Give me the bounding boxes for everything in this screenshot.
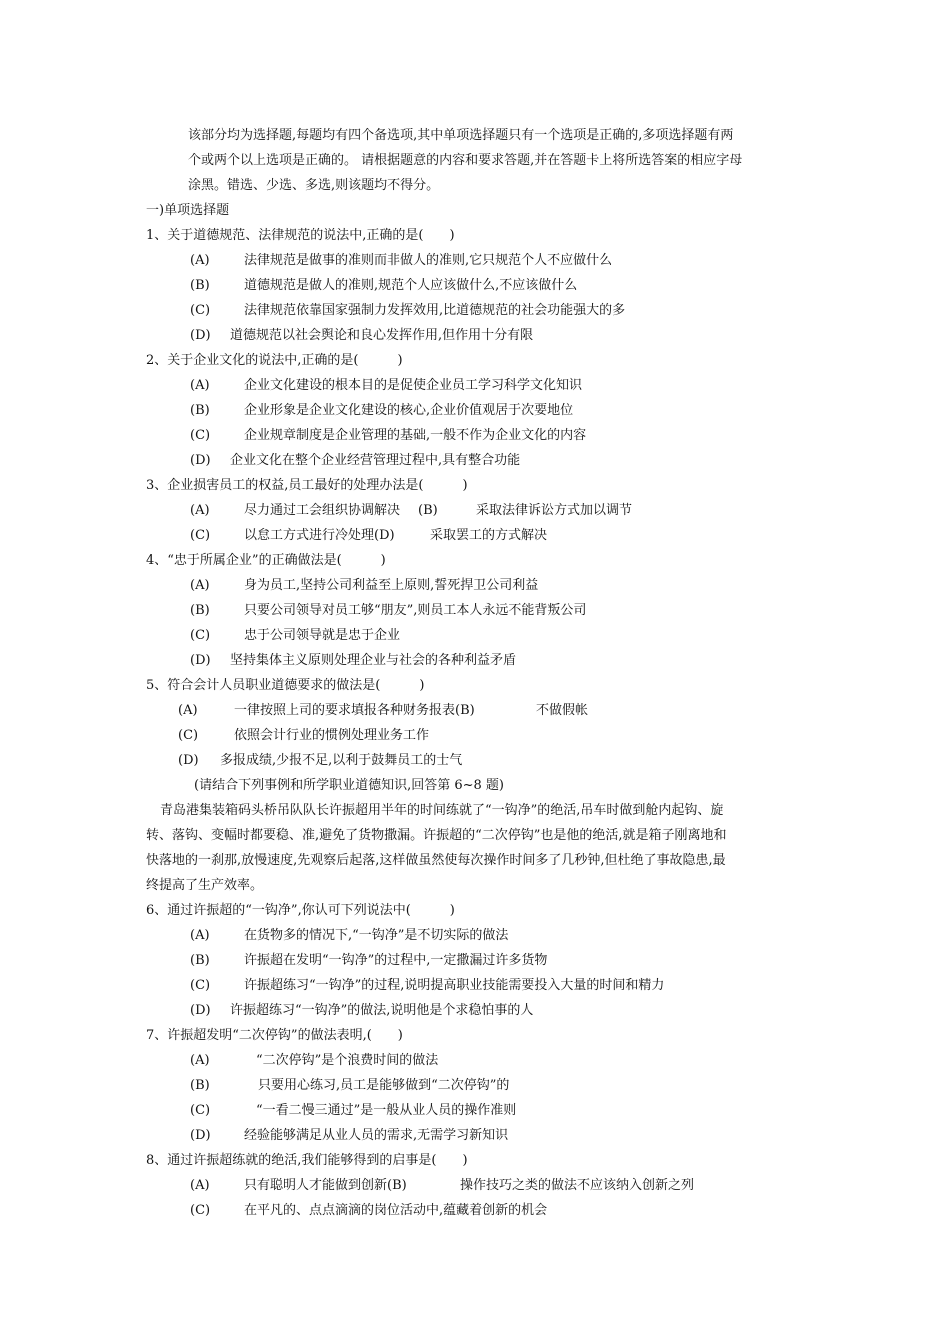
option-key: (B) (190, 278, 210, 293)
option-text: 只要公司领导对员工够“朋友”,则员工本人永远不能背叛公司 (244, 603, 587, 618)
option-key: (A) (190, 503, 210, 518)
option-key: (A) (190, 1178, 210, 1193)
option-key: (C) (190, 978, 211, 993)
option-key: (A) (190, 1053, 210, 1068)
option-key: (D) (190, 453, 211, 468)
option-key: (C) (190, 428, 211, 443)
option-text: 企业文化在整个企业经营管理过程中,具有整合功能 (230, 453, 521, 468)
question-stem: 4、“忠于所属企业”的正确做法是( ) (146, 553, 386, 568)
option-text: 多报成绩,少报不足,以利于鼓舞员工的士气 (220, 753, 463, 768)
option-key: (C) (190, 303, 211, 318)
option-text: 一律按照上司的要求填报各种财务报表(B) (234, 703, 475, 718)
option-text: 坚持集体主义原则处理企业与社会的各种利益矛盾 (230, 653, 517, 668)
option-key: (A) (178, 703, 198, 718)
option-key: (C) (190, 1103, 211, 1118)
option-key: (D) (178, 753, 199, 768)
question-stem: 5、符合会计人员职业道德要求的做法是( ) (146, 678, 425, 693)
option-text: 法律规范是做事的准则而非做人的准则,它只规范个人不应做什么 (244, 253, 613, 268)
option-text: 忠于公司领导就是忠于企业 (244, 628, 401, 643)
option-text: “一看二慢三通过”是一般从业人员的操作准则 (256, 1103, 517, 1118)
option-key: (C) (178, 728, 199, 743)
option-text: 只有聪明人才能做到创新(B) (244, 1178, 407, 1193)
question-stem: 7、许振超发明“二次停钩”的做法表明,( ) (146, 1028, 403, 1043)
option-text: 在平凡的、点点滴滴的岗位活动中,蕴藏着创新的机会 (244, 1203, 548, 1218)
option-key: (C) (190, 628, 211, 643)
option-text: “二次停钩”是个浪费时间的做法 (256, 1053, 439, 1068)
question-stem: 8、通过许振超练就的绝活,我们能够得到的启事是( ) (146, 1153, 468, 1168)
option-text: 经验能够满足从业人员的需求,无需学习新知识 (244, 1128, 509, 1143)
option-key: (A) (190, 928, 210, 943)
intro-line: 个或两个以上选项是正确的。 请根据题意的内容和要求答题,并在答题卡上将所选答案的相应字母 (188, 153, 743, 168)
case-text-line: 青岛港集装箱码头桥吊队队长许振超用半年的时间练就了“一钩净”的绝活,吊车时做到舱内起钩、旋 (160, 803, 724, 818)
intro-line: 该部分均为选择题,每题均有四个备选项,其中单项选择题只有一个选项是正确的,多项选择题有两 (188, 128, 734, 143)
option-text: 采取罢工的方式解决 (430, 528, 548, 543)
option-text: 许振超练习“一钩净”的过程,说明提高职业技能需要投入大量的时间和精力 (244, 978, 665, 993)
option-key: (B) (190, 953, 210, 968)
option-key: (C) (190, 528, 211, 543)
option-text: 依照会计行业的惯例处理业务工作 (234, 728, 430, 743)
option-key: (D) (190, 1128, 211, 1143)
option-text: 道德规范以社会舆论和良心发挥作用,但作用十分有限 (230, 328, 534, 343)
option-text: 在货物多的情况下,“一钩净”是不切实际的做法 (244, 928, 509, 943)
option-key: (D) (190, 653, 211, 668)
intro-line: 涂黑。错选、少选、多选,则该题均不得分。 (188, 178, 440, 193)
question-stem: 3、企业损害员工的权益,员工最好的处理办法是( ) (146, 478, 468, 493)
option-key: (C) (190, 1203, 211, 1218)
option-text: 法律规范依靠国家强制力发挥效用,比道德规范的社会功能强大的多 (244, 303, 626, 318)
option-text: 道德规范是做人的准则,规范个人应该做什么,不应该做什么 (244, 278, 578, 293)
option-key: (B) (418, 503, 438, 518)
option-text: 企业文化建设的根本目的是促使企业员工学习科学文化知识 (244, 378, 583, 393)
option-key: (D) (190, 328, 211, 343)
question-stem: 2、关于企业文化的说法中,正确的是( ) (146, 353, 403, 368)
case-text-line: 终提高了生产效率。 (146, 878, 264, 893)
question-stem: 1、关于道德规范、法律规范的说法中,正确的是( ) (146, 228, 455, 243)
option-text: 以怠工方式进行冷处理(D) (244, 528, 395, 543)
section-title: 一)单项选择题 (146, 203, 230, 218)
case-note: (请结合下列事例和所学职业道德知识,回答第 6~8 题) (194, 778, 504, 793)
option-text: 企业规章制度是企业管理的基础,一般不作为企业文化的内容 (244, 428, 587, 443)
option-text: 尽力通过工会组织协调解决 (244, 503, 401, 518)
option-key: (A) (190, 253, 210, 268)
option-key: (B) (190, 1078, 210, 1093)
question-stem: 6、通过许振超的“一钩净”,你认可下列说法中( ) (146, 903, 455, 918)
option-key: (D) (190, 1003, 211, 1018)
option-text: 只要用心练习,员工是能够做到“二次停钩”的 (258, 1078, 510, 1093)
option-key: (A) (190, 578, 210, 593)
option-text: 许振超在发明“一钩净”的过程中,一定撒漏过许多货物 (244, 953, 548, 968)
option-text: 许振超练习“一钩净”的做法,说明他是个求稳怕事的人 (230, 1003, 534, 1018)
option-text: 操作技巧之类的做法不应该纳入创新之列 (460, 1178, 695, 1193)
case-text-line: 转、落钩、变幅时都要稳、准,避免了货物撒漏。许振超的“二次停钩”也是他的绝活,就是箱子刚离地和 (146, 828, 727, 843)
option-text: 身为员工,坚持公司利益至上原则,誓死捍卫公司利益 (244, 578, 539, 593)
option-key: (B) (190, 603, 210, 618)
option-text: 采取法律诉讼方式加以调节 (476, 503, 633, 518)
option-key: (B) (190, 403, 210, 418)
option-key: (A) (190, 378, 210, 393)
option-text: 企业形象是企业文化建设的核心,企业价值观居于次要地位 (244, 403, 574, 418)
option-text: 不做假帐 (536, 703, 589, 718)
case-text-line: 快落地的一刹那,放慢速度,先观察后起落,这样做虽然使每次操作时间多了几秒钟,但杜绝了事故隐患,最 (146, 853, 726, 868)
